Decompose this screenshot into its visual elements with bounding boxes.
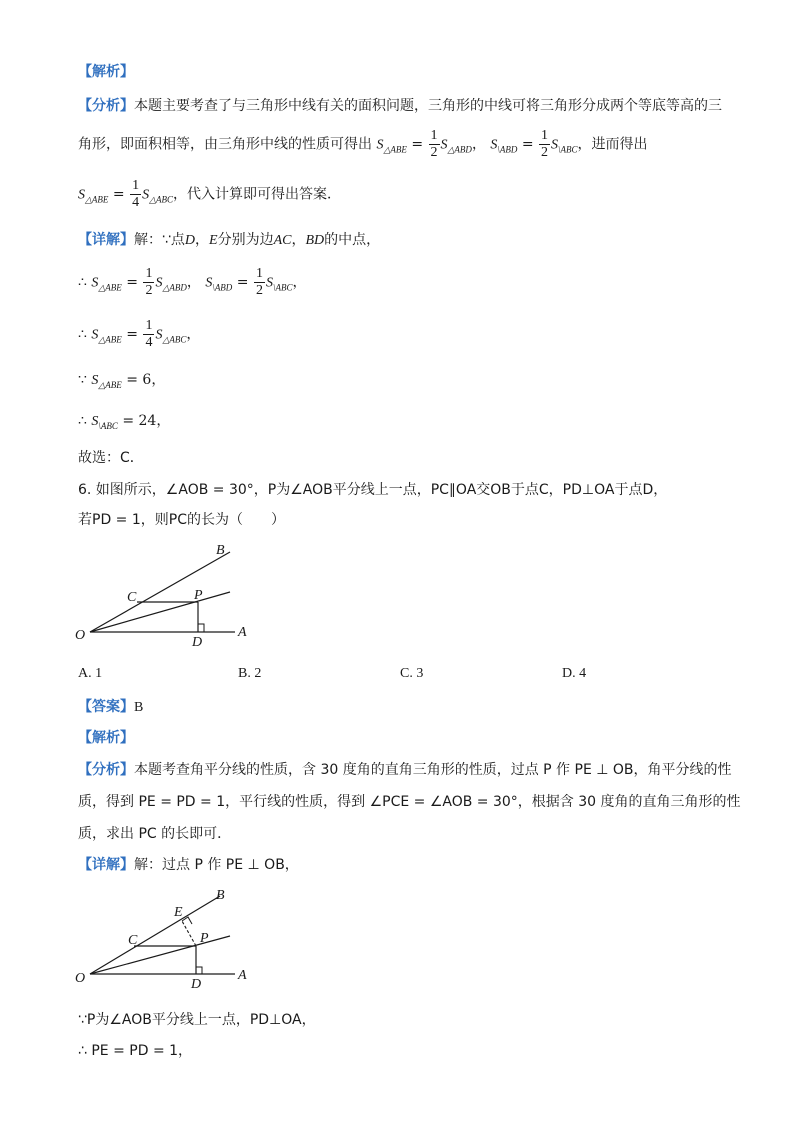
formula-s: S xyxy=(78,187,85,203)
segment-pe-dashed xyxy=(182,921,196,946)
fraction-num: 1 xyxy=(430,128,438,143)
figure-1 xyxy=(70,538,270,658)
detail-tag: 【详解】 xyxy=(78,232,134,248)
analysis-line-1 xyxy=(78,96,722,116)
analysis2-line-1 xyxy=(78,760,732,780)
label-p: P xyxy=(200,931,209,946)
therefore-symbol: ∴ xyxy=(78,326,87,343)
formula-sub: \ABC xyxy=(98,421,118,431)
fraction-num: 1 xyxy=(145,266,153,281)
final-line-1: ∵P为∠AOB平分线上一点，PD⊥OA， xyxy=(78,1012,316,1028)
formula-s: S xyxy=(91,373,99,388)
because-symbol: ∵ xyxy=(78,372,87,388)
question-6-line-2: 若PD = 1，则PC的长为（ ） xyxy=(78,512,285,528)
analysis-heading-2: 【解析】 xyxy=(78,730,134,746)
step-line-4 xyxy=(78,411,170,436)
formula-eq: = xyxy=(521,136,534,153)
comma: ， xyxy=(156,413,171,429)
ray-bisector xyxy=(90,592,230,632)
analysis-text-2c: ，进而得出 xyxy=(577,136,648,153)
detail-text-3: 的中点， xyxy=(324,232,381,248)
formula-s: S xyxy=(155,327,163,343)
fraction-den: 2 xyxy=(541,145,549,160)
question-6-line-1: 6. 如图所示，∠AOB = 30°，P为∠AOB平分线上一点，PC∥OA交OB于点C，PD⊥OA于点D， xyxy=(78,482,668,498)
analysis2-line-3: 质，求出 PC 的长即可． xyxy=(78,826,232,842)
detail-sep: ， xyxy=(195,232,210,248)
fraction-den: 4 xyxy=(145,335,153,350)
option-b[interactable]: B. 2 xyxy=(238,666,262,681)
formula-sub: \ABD xyxy=(497,144,518,155)
analysis-text-2a: 角形，即面积相等，由三角形中线的性质可得出 xyxy=(78,136,372,153)
comma: ， xyxy=(186,274,201,291)
label-d: D xyxy=(192,635,203,650)
fraction-quarter xyxy=(130,178,141,211)
fraction-half xyxy=(143,266,154,299)
analysis-heading: 【解析】 xyxy=(78,64,134,80)
label-c: C xyxy=(127,590,137,605)
detail2-text: 解：过点 P 作 PE ⊥ OB， xyxy=(134,857,299,873)
step-line-2 xyxy=(78,318,200,351)
formula-sub: \ABC xyxy=(272,282,293,293)
fraction-den: 2 xyxy=(430,145,438,160)
analysis-text-1: 本题主要考查了与三角形中线有关的面积问题，三角形的中线可将三角形分成两个等底等高的三 xyxy=(134,98,722,114)
formula-sub: △ABE xyxy=(98,334,122,345)
point-e: E xyxy=(209,233,218,248)
figure-2 xyxy=(70,884,270,994)
value-six: = 6 xyxy=(126,372,152,388)
comma: ， xyxy=(151,372,166,388)
final-line-2: ∴ PE = PD = 1， xyxy=(78,1043,193,1059)
formula-sub: \ABC xyxy=(558,144,578,155)
fraction-half xyxy=(254,266,265,299)
label-o: O xyxy=(75,628,86,643)
fraction-num: 1 xyxy=(145,318,153,333)
formula-eq: = xyxy=(112,186,125,203)
formula-s: S xyxy=(376,137,384,153)
analysis2-line-2: 质，得到 PE = PD = 1，平行线的性质，得到 ∠PCE = ∠AOB = 30°，根据含 30 度角的直角三角形的性 xyxy=(78,794,741,810)
comma: ， xyxy=(186,326,201,343)
detail-text: 解：∵点 xyxy=(134,232,185,248)
segment-bd: BD xyxy=(305,233,325,248)
formula-s: S xyxy=(265,275,273,291)
fraction-quarter xyxy=(143,318,154,351)
point-d: D xyxy=(184,233,196,248)
formula-s: S xyxy=(155,275,163,291)
analysis-line-3 xyxy=(78,178,341,211)
label-b: B xyxy=(216,888,225,903)
analysis-tag: 【分析】 xyxy=(78,98,134,114)
formula-s: S xyxy=(142,187,150,203)
fraction-num: 1 xyxy=(541,128,549,143)
detail-text-2: 分别为边 xyxy=(217,232,274,248)
comma: ， xyxy=(292,274,307,291)
label-c: C xyxy=(128,933,138,948)
analysis-text-3: ，代入计算即可得出答案． xyxy=(172,186,341,203)
formula-sub: △ABE xyxy=(85,194,109,205)
analysis-text-2b: ， xyxy=(471,136,486,153)
segment-ac: AC xyxy=(273,233,292,248)
detail-sep: ， xyxy=(291,232,306,248)
answer-value: B xyxy=(134,700,144,715)
formula-eq: = xyxy=(126,274,138,291)
analysis2-text-1: 本题考查角平分线的性质，含 30 度角的直角三角形的性质，过点 P 作 PE ⊥ OB，角平分线的性 xyxy=(134,762,732,778)
formula-eq: = xyxy=(411,136,424,153)
formula-s: S xyxy=(91,275,99,291)
formula-eq: = xyxy=(126,326,138,343)
answer-tag: 【答案】 xyxy=(78,699,134,715)
ray-ob xyxy=(90,552,230,632)
formula-s: S xyxy=(440,137,448,153)
analysis2-tag: 【分析】 xyxy=(78,762,134,778)
label-a: A xyxy=(238,625,247,640)
value-24: = 24 xyxy=(122,413,157,429)
fraction-num: 1 xyxy=(255,266,263,281)
formula-s: S xyxy=(551,137,559,153)
answer-choice-line: 故选：C． xyxy=(78,450,144,466)
option-c[interactable]: C. 3 xyxy=(400,666,424,681)
label-o: O xyxy=(75,971,86,986)
right-angle-mark-d xyxy=(196,967,202,974)
formula-eq: = xyxy=(236,274,249,291)
detail2-tag: 【详解】 xyxy=(78,857,134,873)
formula-sub: △ABE xyxy=(383,144,407,155)
detail-line-1 xyxy=(78,230,380,251)
formula-s: S xyxy=(490,137,498,153)
formula-s: S xyxy=(205,275,213,291)
right-angle-mark xyxy=(198,624,204,632)
ray-bisector xyxy=(90,936,230,974)
detail2-line xyxy=(78,855,299,875)
formula-s: S xyxy=(91,327,99,343)
label-a: A xyxy=(238,968,247,983)
formula-s: S xyxy=(91,414,99,429)
label-e: E xyxy=(174,905,183,920)
answer-line xyxy=(78,697,143,718)
label-p: P xyxy=(194,588,203,603)
formula-sub: △ABC xyxy=(162,334,187,345)
step-line-1 xyxy=(78,266,306,299)
formula-sub: \ABD xyxy=(212,282,233,293)
formula-sub: △ABD xyxy=(447,144,472,155)
fraction-den: 2 xyxy=(145,283,153,298)
formula-sub: △ABC xyxy=(149,194,173,205)
formula-sub: △ABE xyxy=(98,380,122,390)
label-b: B xyxy=(216,543,225,558)
option-a[interactable]: A. 1 xyxy=(78,666,103,681)
label-d: D xyxy=(191,977,202,992)
formula-sub: △ABE xyxy=(98,282,122,293)
fraction-den: 4 xyxy=(132,195,140,210)
analysis-line-2 xyxy=(78,128,648,161)
fraction-half xyxy=(539,128,550,161)
therefore-symbol: ∴ xyxy=(78,274,87,291)
step-line-3 xyxy=(78,370,165,395)
fraction-num: 1 xyxy=(132,178,140,193)
therefore-symbol: ∴ xyxy=(78,413,87,429)
fraction-half xyxy=(429,128,440,161)
formula-sub: △ABD xyxy=(162,282,187,293)
option-d[interactable]: D. 4 xyxy=(562,666,587,681)
fraction-den: 2 xyxy=(255,283,263,298)
